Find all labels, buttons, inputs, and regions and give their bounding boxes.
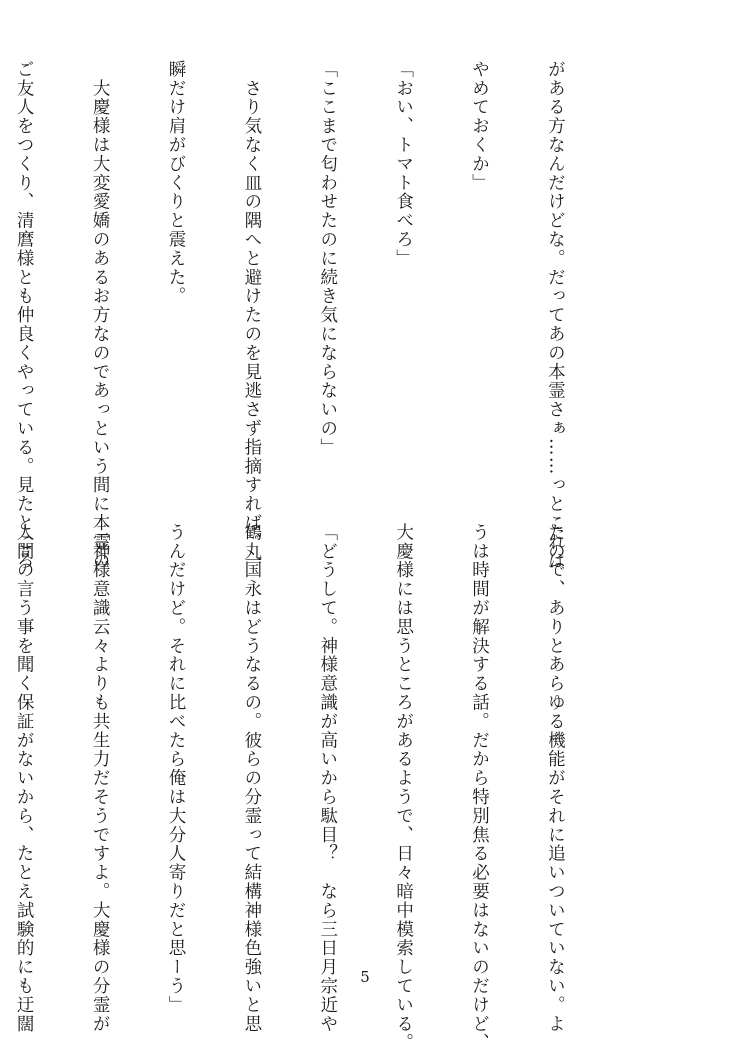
text-line: 「おい、トマト食べろ」 <box>393 60 414 268</box>
page-number: 5 <box>360 968 370 986</box>
text-line: やめておくか」 <box>469 60 490 193</box>
text-line: 鶴丸国永はどうなるの。彼らの分霊って結構神様色強いと思 <box>241 523 262 1034</box>
text-line: 大慶様は大変愛嬌のあるお方なのであっという間に本霊の <box>90 60 111 571</box>
text-line: 「ここまで匂わせたのに続き気にならないの」 <box>317 60 338 457</box>
text-line: 「どうして。神様意識が高いから駄目？ なら三日月宗近や <box>317 523 338 1034</box>
text-line: 「神様意識云々よりも共生力だそうですよ。大慶様の分霊が <box>90 523 111 1034</box>
text-line: うは時間が解決する話。だから特別焦る必要はないのだけど、 <box>469 523 490 1052</box>
upper-text-block <box>14 60 618 571</box>
text-line: がある方なんだけどな。だってあの本霊さぁ……っとこれは <box>545 60 566 571</box>
text-line: ご友人をつくり、清麿様とも仲良くやっている。見たところ <box>14 60 35 571</box>
text-line: うんだけど。それに比べたら俺は大分人寄りだと思ーう」 <box>165 523 186 1015</box>
lower-text-block <box>14 523 618 1052</box>
text-line: 瞬だけ肩がびくりと震えた。 <box>165 60 186 306</box>
text-line: さり気なく皿の隅へと避けたのを見逃さず指摘すれば、一 <box>241 60 262 571</box>
text-line: 人間の言う事を聞く保証がないから、たとえ試験的にも迂闊 <box>14 523 35 1034</box>
text-line: たので、ありとあらゆる機能がそれに追いついていない。よ <box>545 523 566 1034</box>
text-line: 大慶様には思うところがあるようで、日々暗中模索している。 <box>393 523 414 1052</box>
